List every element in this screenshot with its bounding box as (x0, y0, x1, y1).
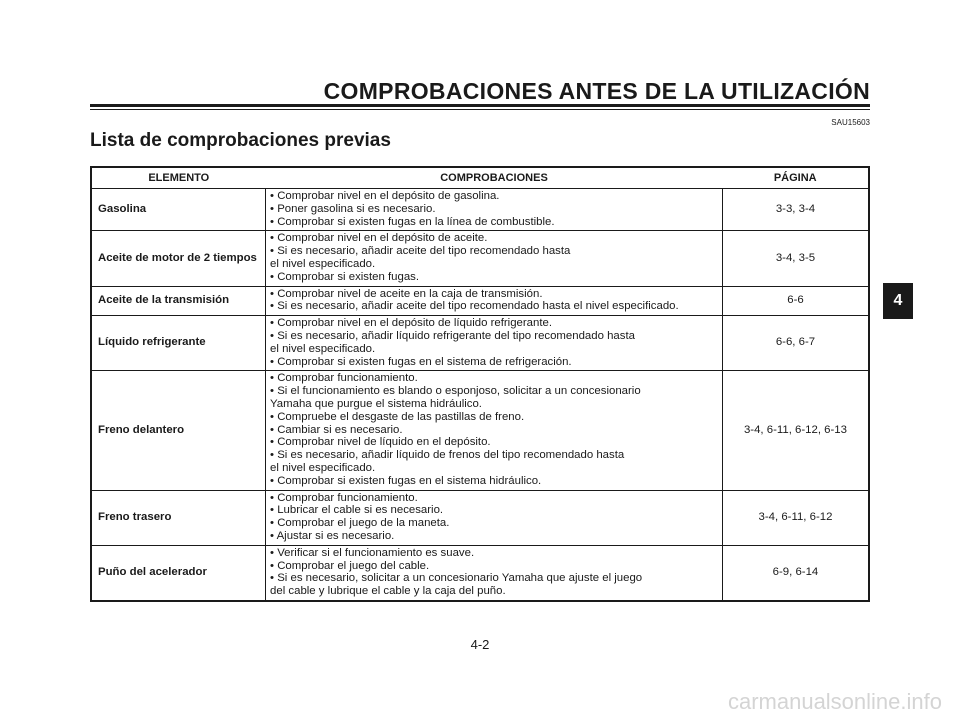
page-ref-cell: 6-9, 6-14 (722, 545, 869, 601)
page-ref-cell: 3-3, 3-4 (722, 189, 869, 231)
watermark: carmanualsonline.info (727, 689, 942, 714)
item-cell: Freno delantero (91, 371, 266, 490)
page-ref-cell: 3-4, 6-11, 6-12 (722, 490, 869, 545)
check-line: el nivel especificado. (270, 257, 376, 270)
check-line: • Comprobar nivel de aceite en la caja de transmisión. (270, 287, 543, 300)
page-ref-cell: 6-6 (722, 286, 869, 316)
item-cell: Gasolina (91, 189, 266, 231)
checklist-table (90, 166, 870, 602)
checks-cell (266, 490, 723, 545)
item-cell: Líquido refrigerante (91, 316, 266, 371)
check-line: • Comprobar si existen fugas en el sistema hidráulico. (270, 474, 542, 487)
check-line: • Ajustar si es necesario. (270, 529, 395, 542)
check-line: • Verificar si el funcionamiento es suave. (270, 546, 475, 559)
check-line: • Compruebe el desgaste de las pastillas de freno. (270, 410, 525, 423)
column-header-checks: COMPROBACIONES (266, 167, 723, 189)
header-rule-thick (90, 104, 870, 107)
check-line: • Comprobar funcionamiento. (270, 372, 418, 385)
check-line: • Comprobar el juego de la maneta. (270, 517, 450, 530)
check-line: • Comprobar nivel en el depósito de gasolina. (270, 190, 500, 202)
check-line: • Si el funcionamiento es blando o esponjoso, solicitar a un concesionario (270, 385, 641, 398)
check-line: • Cambiar si es necesario. (270, 423, 403, 436)
table-body (91, 189, 869, 601)
page-number: 4-2 (470, 637, 490, 652)
column-header-item: ELEMENTO (91, 167, 266, 189)
chapter-tab: 4 (883, 283, 913, 319)
table-row (91, 545, 869, 601)
reference-code: SAU15603 (831, 118, 870, 127)
page-ref-cell: 3-4, 3-5 (722, 231, 869, 286)
section-title: Lista de comprobaciones previas (90, 130, 391, 151)
check-line: el nivel especificado. (270, 461, 376, 474)
check-line: • Comprobar si existen fugas. (270, 270, 420, 283)
page-ref-cell: 3-4, 6-11, 6-12, 6-13 (722, 371, 869, 490)
check-line: • Lubricar el cable si es necesario. (270, 504, 444, 517)
checks-cell (266, 189, 723, 231)
item-cell: Aceite de motor de 2 tiempos (91, 231, 266, 286)
table-row (91, 286, 869, 316)
check-line: del cable y lubrique el cable y la caja del puño. (270, 585, 506, 598)
table-row (91, 189, 869, 231)
check-line: • Comprobar nivel de líquido en el depósito. (270, 436, 491, 449)
check-line: • Comprobar funcionamiento. (270, 491, 418, 504)
table-header-row (91, 167, 869, 189)
check-line: el nivel especificado. (270, 342, 376, 355)
checks-cell (266, 231, 723, 286)
header-rule-thin (90, 109, 870, 110)
check-line: • Comprobar nivel en el depósito de líquido refrigerante. (270, 317, 553, 330)
check-line: • Si es necesario, añadir líquido de frenos del tipo recomendado hasta (270, 449, 625, 462)
table-row (91, 231, 869, 286)
table-row (91, 490, 869, 545)
check-line: • Comprobar si existen fugas en la línea de combustible. (270, 215, 555, 228)
check-line: • Si es necesario, añadir líquido refrigerante del tipo recomendado hasta (270, 329, 635, 342)
check-line: • Poner gasolina si es necesario. (270, 202, 436, 215)
check-line: Yamaha que purgue el sistema hidráulico. (270, 397, 482, 410)
checks-cell (266, 545, 723, 601)
check-line: • Comprobar nivel en el depósito de aceite. (270, 232, 488, 245)
checks-cell (266, 286, 723, 316)
check-line: • Si es necesario, añadir aceite del tipo recomendado hasta (270, 245, 571, 258)
page-ref-cell: 6-6, 6-7 (722, 316, 869, 371)
table-row (91, 316, 869, 371)
checks-cell (266, 371, 723, 490)
check-line: • Si es necesario, solicitar a un concesionario Yamaha que ajuste el juego (270, 572, 643, 585)
item-cell: Aceite de la transmisión (91, 286, 266, 316)
table-row (91, 371, 869, 490)
checks-cell (266, 316, 723, 371)
page-header-title: COMPROBACIONES ANTES DE LA UTILIZACIÓN (323, 78, 870, 104)
item-cell: Freno trasero (91, 490, 266, 545)
column-header-page: PÁGINA (722, 167, 869, 189)
item-cell: Puño del acelerador (98, 565, 207, 578)
check-line: • Comprobar el juego del cable. (270, 559, 430, 572)
check-line: • Comprobar si existen fugas en el sistema de refrigeración. (270, 355, 572, 368)
check-line: • Si es necesario, añadir aceite del tipo recomendado hasta el nivel especificado. (270, 300, 679, 313)
